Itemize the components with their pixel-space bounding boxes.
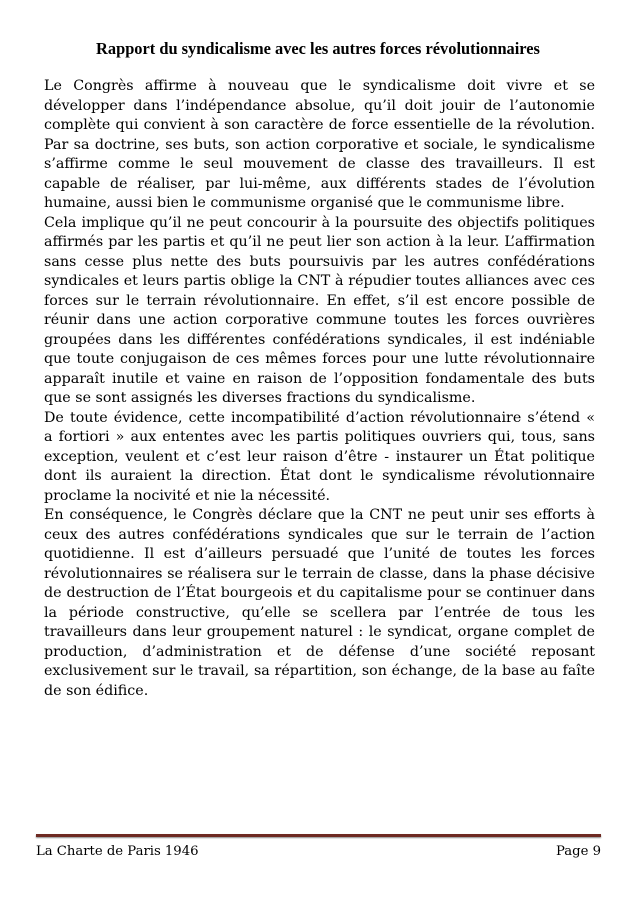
page-title: Rapport du syndicalisme avec les autres forces révolutionnaires (96, 39, 540, 58)
paragraph-3: De toute évidence, cette incompatibilité d’action révolutionnaire s’étend « a fortiori » aux ententes avec les partis politiques ouvriers qui, tous, sans exception, veulent et c’est leur raison d’être - instaurer un État politique dont ils auraient la direction. État dont le syndicalisme révolutionnaire proclame la nocivité et nie la nécessité. (44, 409, 595, 504)
body-text (44, 77, 595, 701)
paragraph-1: Le Congrès affirme à nouveau que le syndicalisme doit vivre et se développer dans l’indépendance absolue, qu’il doit jouir de l’autonomie complète qui convient à son caractère de force essentielle de la révolution. Par sa doctrine, ses buts, son action corporative et sociale, le syndicalisme s’affirme comme le seul mouvement de classe des travailleurs. Il est capable de réaliser, par lui-même, aux différents stades de l’évolution humaine, aussi bien le communisme organisé que le communisme libre. (44, 78, 595, 211)
footer-page-number: Page 9 (556, 844, 601, 859)
paragraph-4: En conséquence, le Congrès déclare que la CNT ne peut unir ses efforts à ceux des autres confédérations syndicales que sur le terrain de l’action quotidienne. Il est d’ailleurs persuadé que l’unité de toutes les forces révolutionnaires se réalisera sur le terrain de classe, dans la phase décisive de destruction de l’État bourgeois et du capitalisme pour se continuer dans la période constructive, qu’elle se scellera par l’entrée de tous les travailleurs dans leur groupement naturel : le syndicat, organe complet de production, d’administration et de défense d’une société reposant exclusivement sur le travail, sa répartition, son échange, de la base au faîte de son édifice. (44, 507, 595, 699)
paragraph-2: Cela implique qu’il ne peut concourir à la poursuite des objectifs politiques affirmés par les partis et qu’il ne peut lier son action à la leur. L’affirmation sans cesse plus nette des buts poursuivis par les autres confédérations syndicales et leurs partis oblige la CNT à répudier toutes alliances avec ces forces sur le terrain révolutionnaire. En effet, s’il est encore possible de réunir dans une action corporative commune toutes les forces ouvrières groupées dans les différentes confédérations syndicales, il est indéniable que toute conjugaison de ces mêmes forces pour une lutte révolutionnaire apparaît inutile et vaine en raison de l’opposition fondamentale des buts que se sont assignés les diverses fractions du syndicalisme. (44, 214, 595, 406)
footer-divider (36, 834, 601, 837)
footer-document-name: La Charte de Paris 1946 (36, 844, 199, 859)
